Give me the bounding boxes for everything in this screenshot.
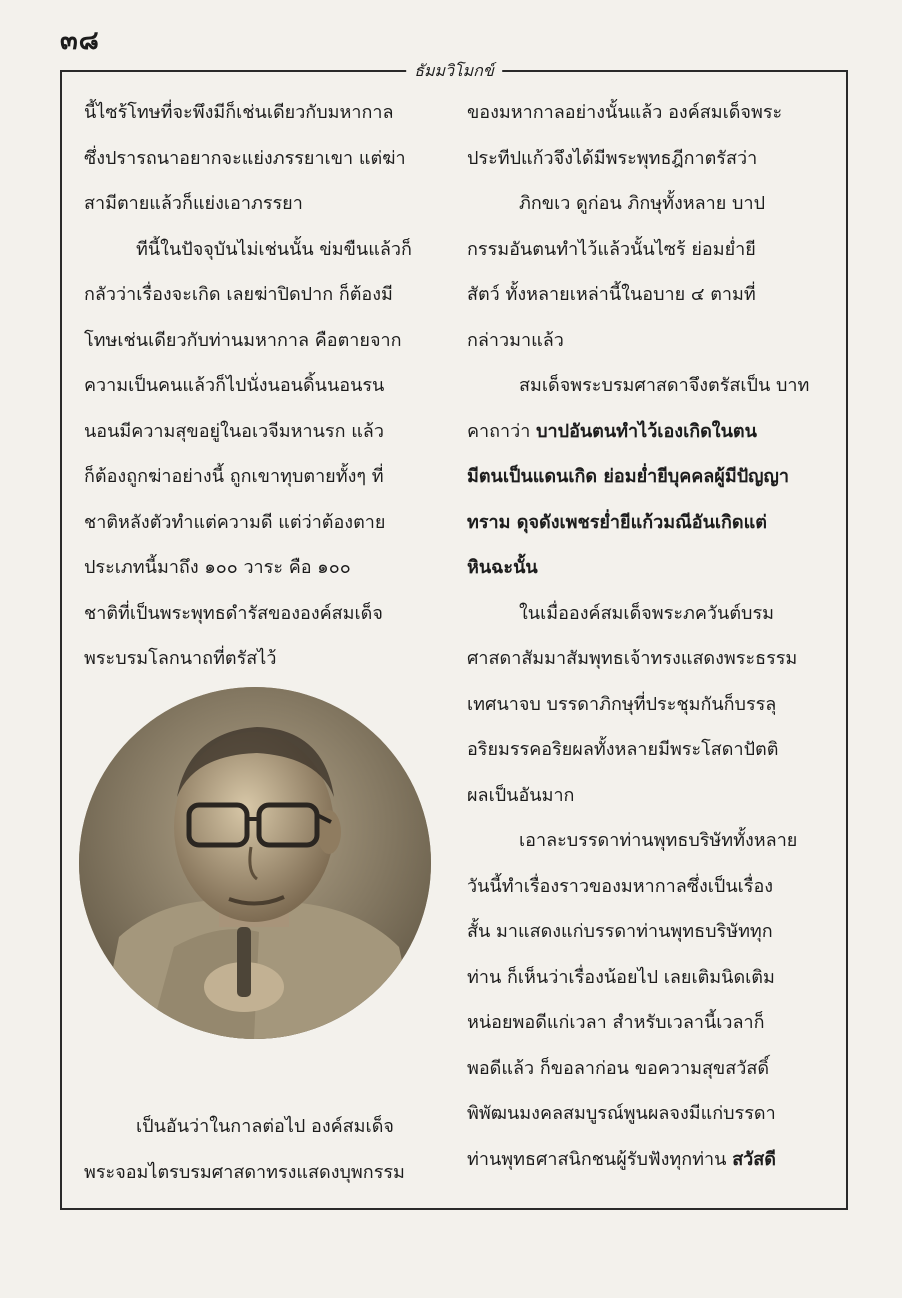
text-line: ศาสดาสัมมาสัมพุทธเจ้าทรงแสดงพระธรรม bbox=[467, 648, 798, 669]
text-line: ชาติที่เป็นพระพุทธดำรัสขององค์สมเด็จ bbox=[84, 602, 383, 624]
text-line bbox=[467, 1137, 817, 1183]
verse-line: มีตนเป็นแดนเกิด ย่อมย่ำยีบุคคลผู้มีปัญญา bbox=[467, 466, 789, 487]
text-line: สมเด็จพระบรมศาสดาจึงตรัสเป็น บาท bbox=[519, 375, 810, 396]
text-line: ก็ต้องถูกฆ่าอย่างนี้ ถูกเขาทุบตายทั้งๆ ที่ bbox=[84, 466, 384, 487]
text-line: พระจอมไตรบรมศาสดาทรงแสดงบุพกรรม bbox=[84, 1161, 405, 1183]
text-span: ท่านพุทธศาสนิกชนผู้รับฟังทุกท่าน bbox=[467, 1148, 727, 1170]
text-line: หน่อยพอดีแก่เวลา สำหรับเวลานี้เวลาก็ bbox=[467, 1012, 765, 1033]
text-line: เอาละบรรดาท่านพุทธบริษัททั้งหลาย bbox=[519, 830, 798, 851]
closing-greeting: สวัสดี bbox=[732, 1148, 776, 1170]
text-line: พอดีแล้ว ก็ขอลาก่อน ขอความสุขสวัสดิ์ bbox=[467, 1057, 770, 1079]
text-line: โทษเช่นเดียวกับท่านมหากาล คือตายจาก bbox=[84, 329, 402, 351]
running-head: ธัมมวิโมกข์ bbox=[406, 59, 502, 84]
text-frame bbox=[60, 61, 848, 1210]
text-line: อริยมรรคอริยผลทั้งหลายมีพระโสดาปัตติ bbox=[467, 739, 779, 760]
text-line: ความเป็นคนแล้วก็ไปนั่งนอนดิ้นนอนรน bbox=[84, 375, 385, 396]
text-line: วันนี้ทำเรื่องราวของมหากาลซึ่งเป็นเรื่อง bbox=[467, 875, 774, 897]
text-line bbox=[467, 409, 817, 455]
monk-portrait-illustration bbox=[79, 687, 431, 1039]
text-line: ในเมื่อองค์สมเด็จพระภควันต์บรม bbox=[519, 602, 774, 624]
text-line: เทศนาจบ บรรดาภิกษุที่ประชุมกันก็บรรลุ bbox=[467, 693, 777, 715]
monk-portrait-photo bbox=[79, 687, 431, 1039]
text-line: ประเภทนี้มาถึง ๑๐๐ วาระ คือ ๑๐๐ bbox=[84, 557, 351, 578]
right-column bbox=[467, 90, 817, 1182]
text-line: พระบรมโลกนาถที่ตรัสไว้ bbox=[84, 648, 277, 669]
text-line: ผลเป็นอันมาก bbox=[467, 784, 575, 806]
verse-line: หินฉะนั้น bbox=[467, 557, 538, 578]
text-line: ชาติหลังตัวทำแต่ความดี แต่ว่าต้องตาย bbox=[84, 511, 386, 533]
text-line: ทีนี้ในปัจจุบันไม่เช่นนั้น ข่มขืนแล้วก็ bbox=[136, 238, 412, 260]
text-line: ซึ่งปรารถนาอยากจะแย่งภรรยาเขา แต่ฆ่า bbox=[84, 147, 406, 169]
page-number: ๓๘ bbox=[60, 26, 100, 56]
left-column bbox=[84, 90, 434, 682]
verse-line: ทราม ดุจดังเพชรย่ำยีแก้วมณีอันเกิดแต่ bbox=[467, 511, 767, 533]
text-span: คาถาว่า bbox=[467, 420, 531, 442]
left-column-bottom bbox=[84, 1104, 434, 1195]
text-line: ภิกขเว ดูก่อน ภิกษุทั้งหลาย บาป bbox=[519, 193, 765, 214]
text-line: นอนมีความสุขอยู่ในอเวจีมหานรก แล้ว bbox=[84, 420, 384, 442]
text-line: เป็นอันว่าในกาลต่อไป องค์สมเด็จ bbox=[136, 1116, 394, 1137]
text-line: ท่าน ก็เห็นว่าเรื่องน้อยไป เลยเติมนิดเติม bbox=[467, 966, 775, 988]
text-line: สัตว์ ทั้งหลายเหล่านี้ในอบาย ๔ ตามที่ bbox=[467, 284, 756, 305]
text-line: กลัวว่าเรื่องจะเกิด เลยฆ่าปิดปาก ก็ต้องมี bbox=[84, 284, 393, 305]
text-line: สั้น มาแสดงแก่บรรดาท่านพุทธบริษัททุก bbox=[467, 921, 773, 942]
text-line: พิพัฒนมงคลสมบูรณ์พูนผลจงมีแก่บรรดา bbox=[467, 1103, 776, 1124]
verse-text: บาปอันตนทำไว้เองเกิดในตน bbox=[536, 420, 757, 442]
text-line: นี้ไซร้โทษที่จะพึงมีก็เช่นเดียวกับมหากาล bbox=[84, 102, 394, 123]
text-line: กรรมอันตนทำไว้แล้วนั้นไซร้ ย่อมย่ำยี bbox=[467, 238, 756, 260]
text-line: ของมหากาลอย่างนั้นแล้ว องค์สมเด็จพระ bbox=[467, 102, 783, 123]
text-line: สามีตายแล้วก็แย่งเอาภรรยา bbox=[84, 193, 303, 214]
text-line: กล่าวมาแล้ว bbox=[467, 329, 564, 351]
text-line: ประทีปแก้วจึงได้มีพระพุทธฎีกาตรัสว่า bbox=[467, 147, 758, 169]
